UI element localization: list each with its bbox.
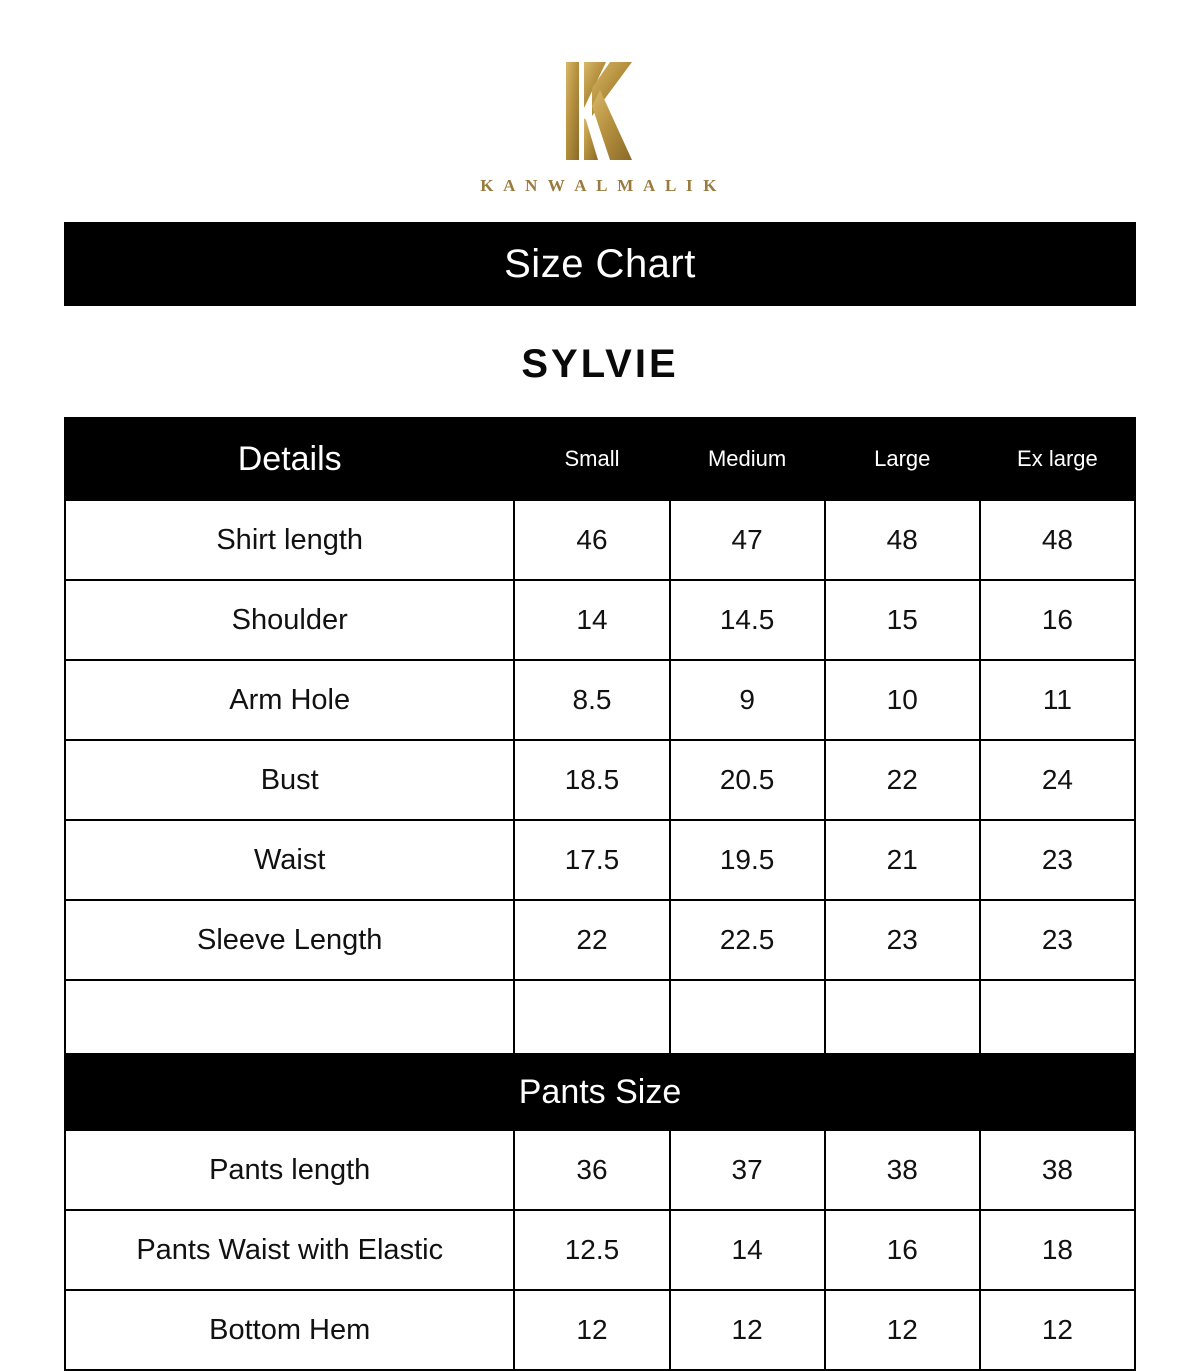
cell-medium: 14.5 <box>670 580 825 660</box>
cell-large: 16 <box>825 1210 980 1290</box>
size-chart-table <box>64 417 1136 1371</box>
cell-small: 12.5 <box>514 1210 669 1290</box>
spacer-row <box>65 980 1135 1054</box>
spacer-cell <box>670 980 825 1054</box>
row-label: Shoulder <box>65 580 514 660</box>
cell-medium: 12 <box>670 1290 825 1370</box>
table-row <box>65 580 1135 660</box>
cell-exlarge: 23 <box>980 900 1135 980</box>
spacer-cell <box>514 980 669 1054</box>
cell-small: 22 <box>514 900 669 980</box>
cell-large: 23 <box>825 900 980 980</box>
cell-medium: 22.5 <box>670 900 825 980</box>
pants-section-title: Pants Size <box>65 1054 1135 1130</box>
table-row <box>65 1130 1135 1210</box>
column-header-exlarge: Ex large <box>980 418 1135 500</box>
table-row <box>65 1210 1135 1290</box>
cell-medium: 47 <box>670 500 825 580</box>
row-label: Sleeve Length <box>65 900 514 980</box>
cell-small: 46 <box>514 500 669 580</box>
brand-name: K A N W A L M A L I K <box>480 176 720 195</box>
cell-medium: 37 <box>670 1130 825 1210</box>
cell-exlarge: 23 <box>980 820 1135 900</box>
cell-exlarge: 18 <box>980 1210 1135 1290</box>
cell-small: 14 <box>514 580 669 660</box>
product-name: SYLVIE <box>521 342 679 386</box>
row-label: Bust <box>65 740 514 820</box>
cell-large: 15 <box>825 580 980 660</box>
cell-small: 8.5 <box>514 660 669 740</box>
spacer-cell <box>980 980 1135 1054</box>
row-label: Waist <box>65 820 514 900</box>
cell-exlarge: 38 <box>980 1130 1135 1210</box>
cell-large: 21 <box>825 820 980 900</box>
table-header-row <box>65 418 1135 500</box>
row-label: Bottom Hem <box>65 1290 514 1370</box>
row-label: Pants length <box>65 1130 514 1210</box>
cell-small: 17.5 <box>514 820 669 900</box>
size-chart-title-bar <box>64 222 1136 306</box>
row-label: Pants Waist with Elastic <box>65 1210 514 1290</box>
cell-exlarge: 16 <box>980 580 1135 660</box>
table-row <box>65 900 1135 980</box>
cell-large: 22 <box>825 740 980 820</box>
cell-exlarge: 48 <box>980 500 1135 580</box>
column-header-large: Large <box>825 418 980 500</box>
table-row <box>65 740 1135 820</box>
cell-small: 36 <box>514 1130 669 1210</box>
cell-medium: 9 <box>670 660 825 740</box>
spacer-cell <box>65 980 514 1054</box>
column-header-medium: Medium <box>670 418 825 500</box>
cell-large: 38 <box>825 1130 980 1210</box>
table-row <box>65 1290 1135 1370</box>
cell-exlarge: 12 <box>980 1290 1135 1370</box>
cell-medium: 20.5 <box>670 740 825 820</box>
kanwal-malik-k-monogram-icon <box>540 56 660 166</box>
cell-small: 12 <box>514 1290 669 1370</box>
page-title: Size Chart <box>504 241 696 286</box>
column-header-small: Small <box>514 418 669 500</box>
table-row <box>65 660 1135 740</box>
row-label: Arm Hole <box>65 660 514 740</box>
row-label: Shirt length <box>65 500 514 580</box>
column-header-details: Details <box>65 418 514 500</box>
cell-exlarge: 11 <box>980 660 1135 740</box>
cell-large: 48 <box>825 500 980 580</box>
brand-logo-area <box>0 0 1200 196</box>
table-row <box>65 820 1135 900</box>
cell-small: 18.5 <box>514 740 669 820</box>
spacer-cell <box>825 980 980 1054</box>
cell-large: 12 <box>825 1290 980 1370</box>
table-row <box>65 500 1135 580</box>
cell-large: 10 <box>825 660 980 740</box>
cell-medium: 19.5 <box>670 820 825 900</box>
pants-section-header <box>65 1054 1135 1130</box>
cell-exlarge: 24 <box>980 740 1135 820</box>
cell-medium: 14 <box>670 1210 825 1290</box>
